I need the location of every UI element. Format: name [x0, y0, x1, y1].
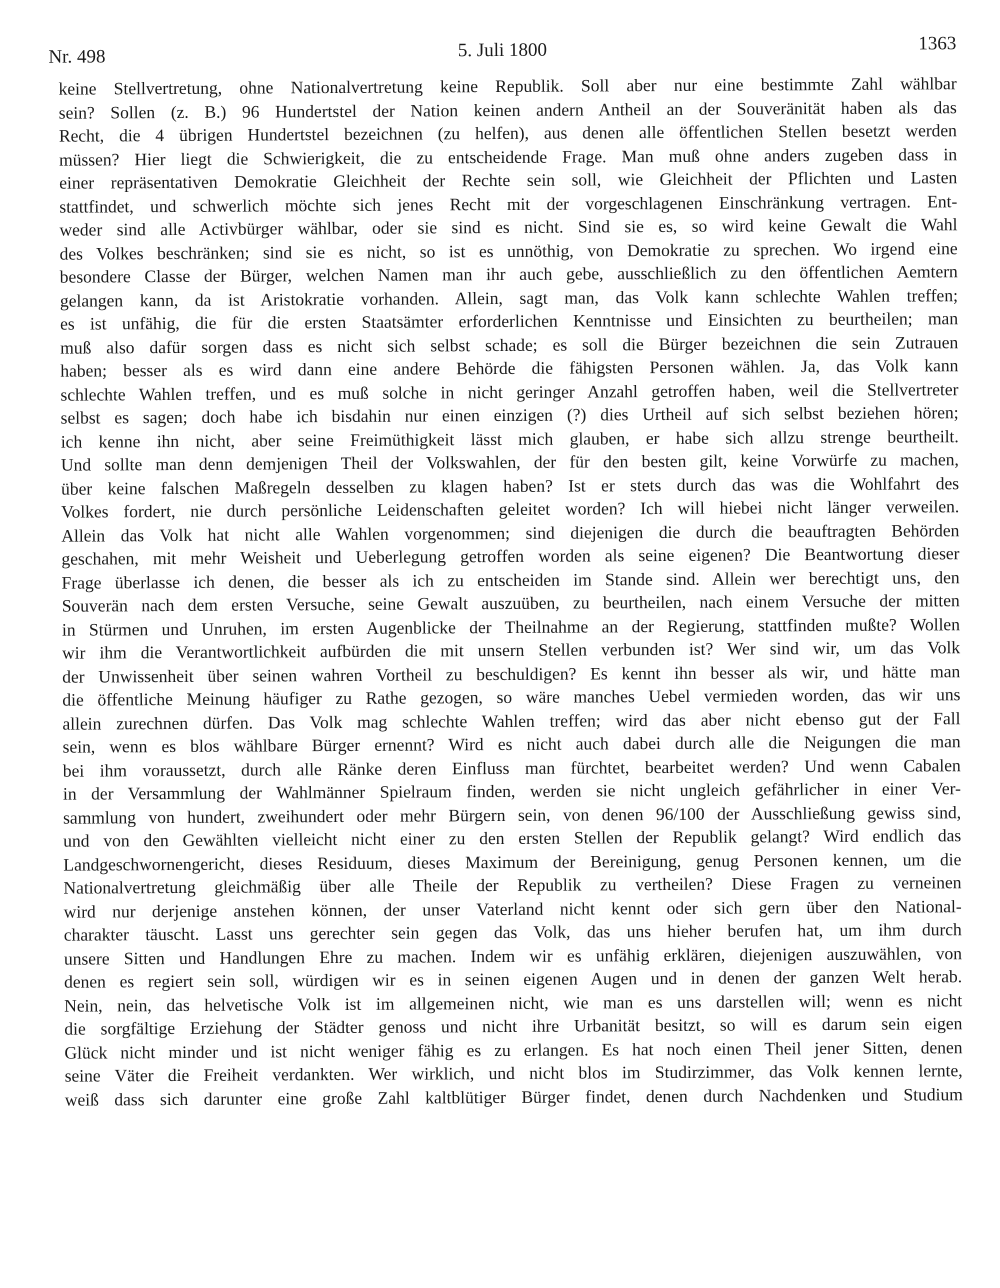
text-line: stattfindet, und schwerlich möchte sich jenes Recht mit der vorgeschlagenen Einschränkung vertragen. Ent- — [59, 190, 958, 217]
text-line: Nein, nein, das helvetische Volk ist im allgemeinen nicht, wie man es uns darstellen will; wenn es nicht — [64, 989, 963, 1016]
text-line: in Stürmen und Unruhen, im ersten Augenblicke der Theilnahme an der Regierung, stattfinden mußte? Wollen — [61, 613, 960, 640]
document-number: Nr. 498 — [48, 46, 106, 68]
text-line: Nationalvertretung gleichmäßig über alle Theile der Republik zu vertheilen? Diese Fragen zu verneinen — [63, 872, 962, 898]
page-header — [48, 33, 957, 69]
text-line: charakter täuscht. Lasst uns gerechter sein gegen das Volk, das uns hieher berufen hat, um ihm durch — [63, 919, 962, 945]
text-line: gelangen kann, da ist Aristokratie vorhanden. Allein, sagt man, das Volk kann schlechte Wahlen treffen; — [59, 284, 958, 311]
text-line: allein zurechnen dürfen. Das Volk mag schlechte Wahlen treffen; wird das aber nicht ebenso gut der Fall — [62, 707, 961, 734]
text-line: die sorgfältige Erziehung der Städter genoss und nicht ihre Urbanität besitzt, so will es darum sein eigen — [64, 1013, 963, 1039]
text-line: der Unwissenheit über seinen wahren Vortheil zu beschuldigen? Es kennt ihn besser als wir, und hätte man — [62, 660, 961, 687]
text-line: sammlung von hundert, zweihundert oder mehr Bürgern sein, von denen 96/100 der Ausschließung gewiss sind, — [63, 801, 962, 828]
text-line: einer repräsentativen Demokratie Gleichheit der Rechte sein soll, wie Gleichheit der Pflichten und Lasten — [59, 167, 958, 193]
text-line: müssen? Hier liegt die Schwierigkeit, die zu entscheidende Frage. Man muß ohne anders zugeben dass in — [58, 143, 958, 170]
text-line: sein? Sollen (z. B.) 96 Hundertstel der Nation keinen andern Antheil an der Souveränität haben als das — [58, 96, 957, 123]
body-text — [59, 72, 963, 1135]
text-line: die öffentliche Meinung häufiger zu Rathe gezogen, so wäre manches Uebel vermieden worden, das wir uns — [62, 684, 961, 710]
text-line: haben; besser als es wird dann eine andere Behörde die fähigsten Personen wählen. Ja, das Volk kann — [60, 355, 959, 381]
text-line: Volkes fordert, nie durch persönliche Leidenschaften geleitet worden? Ich will hiebei nicht länger verweilen. — [61, 496, 960, 522]
text-line: Landgeschwornengericht, dieses Residuum, dieses Maximum der Bereinigung, genug Personen kennen, um die — [63, 848, 962, 875]
text-line: ich kenne ihn nicht, aber seine Freimüthigkeit lässt mich glauben, er habe sich allzu strenge beurtheilt. — [60, 425, 959, 452]
text-line: geschahen, mit mehr Weisheit und Ueberlegung getroffen worden als seine eigenen? Die Beantwortung dieser — [61, 543, 960, 569]
text-line: in der Versammlung der Wahlmänner Spielraum finden, werden sie nicht ungleich gefährlicher in einer Ver- — [62, 778, 961, 804]
text-line: weiß dass sich darunter eine große Zahl kaltblütiger Bürger findet, denen durch Nachdenken und Studium — [64, 1083, 963, 1110]
text-line: und von den Gewählten vielleicht nicht einer zu den ersten Stellen der Republik gelangt? Wird endlich das — [63, 825, 962, 851]
text-line: keine Stellvertretung, ohne Nationalvertretung keine Republik. Soll aber nur eine bestimmte Zahl wählbar — [58, 73, 957, 99]
text-line: Souverän nach dem ersten Versuche, seine Gewalt auszuüben, zu beurtheilen, nach einem Versuche der mitten — [61, 590, 960, 616]
text-line: des Volkes beschränken; sind sie es nicht, so ist es unnöthig, von Demokratie zu sprechen. Wo irgend eine — [59, 237, 958, 264]
text-line: bei ihm voraussetzt, durch alle Ränke deren Einfluss man fürchtet, bearbeitet werden? Und wenn Cabalen — [62, 754, 961, 781]
text-line: es ist unfähig, die für die ersten Staatsämter erforderlichen Kenntnisse und Einsichten zu beurtheilen; man — [59, 308, 959, 334]
text-line: Recht, die 4 übrigen Hundertstel bezeichnen (zu helfen), aus denen alle öffentlichen Stellen besetzt werden — [58, 120, 957, 146]
text-line: muß also dafür sorgen dass es nicht sich selbst schade; es soll die Bürger bezeichnen die sein Zutrauen — [60, 331, 959, 358]
text-line: unsere Sitten und Handlungen Ehre zu machen. Indem wir es unfähig erklären, diejenigen auszuwählen, von — [63, 942, 962, 969]
text-line: Glück nicht minder und ist nicht weniger fähig es zu erlangen. Es hat noch einen Theil jener Sitten, denen — [64, 1036, 963, 1063]
document-date: 5. Juli 1800 — [457, 39, 548, 62]
text-line: schlechte Wahlen treffen, und es muß solche in nicht geringer Anzahl getroffen haben, weil die Stellvertreter — [60, 378, 959, 405]
text-line: sein, wenn es blos wählbare Bürger ernennt? Wird es nicht auch dabei durch alle die Neigungen die man — [62, 731, 961, 757]
page-number: 1363 — [918, 33, 957, 55]
text-line: über keine falschen Maßregeln desselben zu klagen haben? Ist er stets durch das was die Wohlfahrt des — [61, 472, 960, 499]
text-line: Allein das Volk hat nicht alle Wahlen vorgenommen; sind diejenigen die durch die beauftragten Behörden — [61, 519, 960, 546]
text-line: wir ihm die Verantwortlichkeit aufbürden die mit unsern Stellen verbunden ist? Wer sind wir, um das Volk — [62, 637, 961, 663]
text-line: weder sind alle Activbürger wählbar, oder sie sind es nicht. Sind sie es, so wird keine Gewalt die Wahl — [59, 214, 958, 240]
text-line: Frage überlasse ich denen, die besser als ich zu entscheiden im Stande sind. Allein wer berechtigt uns, den — [61, 566, 960, 593]
text-line: denen es regiert sein soll, würdigen wir es in seinen eigenen Augen und in denen der ganzen Welt herab. — [64, 966, 963, 992]
text-line: besondere Classe der Bürger, welchen Namen man ihr auch gebe, ausschließlich zu den öffentlichen Aemtern — [59, 261, 958, 287]
text-line: seine Väter die Freiheit verdankten. Wer wirklich, und nicht blos im Studirzimmer, das Volk kennen lernte, — [64, 1060, 963, 1086]
text-line: selbst es sagen; doch habe ich bisdahin nur einen einzigen (?) dies Urtheil auf sich selbst beziehen hören; — [60, 402, 959, 428]
text-line: wird nur derjenige anstehen können, der unser Vaterland nicht kennt oder sich gern über den National- — [63, 895, 962, 922]
text-line: Und sollte man denn demjenigen Theil der Volkswahlen, der für den besten gilt, keine Vorwürfe zu machen, — [60, 449, 959, 475]
